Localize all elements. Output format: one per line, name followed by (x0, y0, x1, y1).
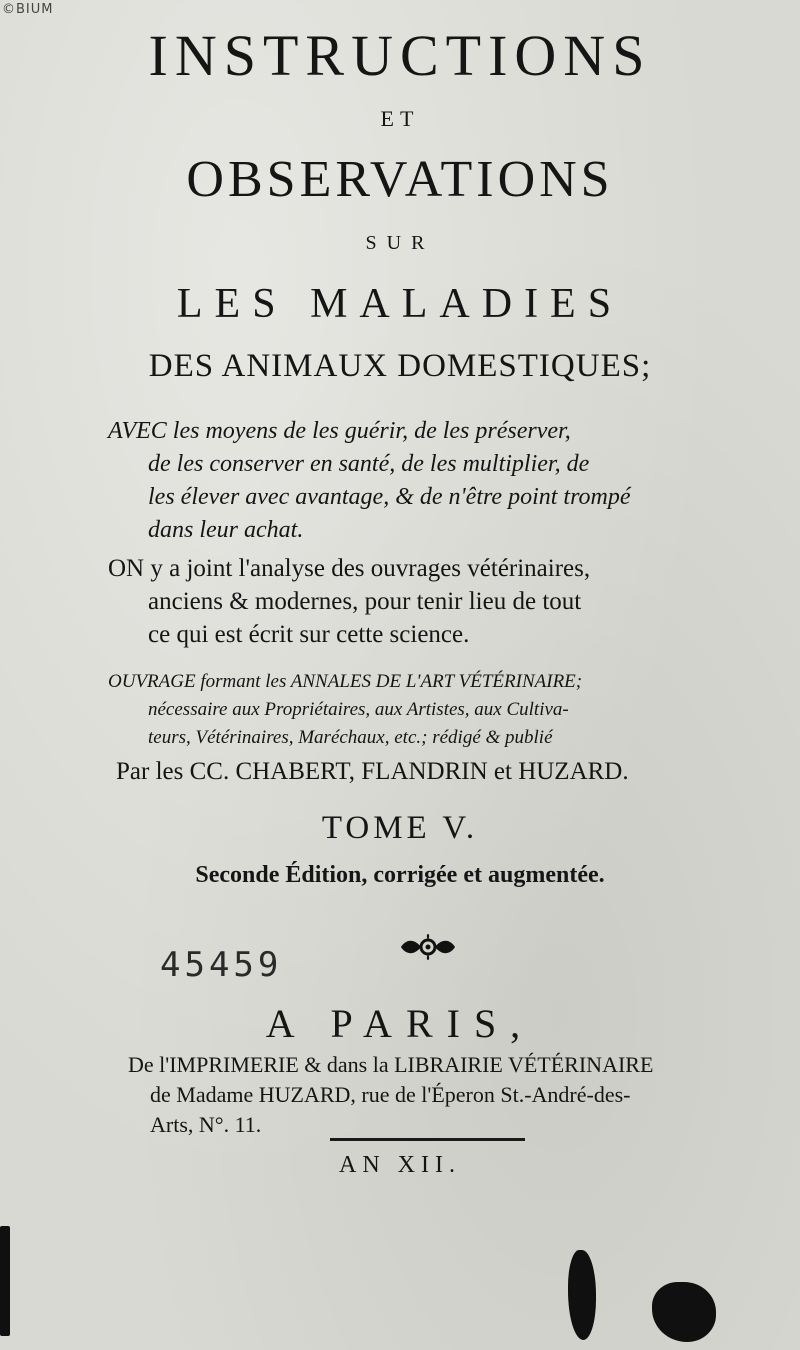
title-line-animaux: DES ANIMAUX DOMESTIQUES; (148, 348, 652, 384)
tome-number: TOME V. (321, 810, 479, 846)
fleuron-ornament-icon (398, 928, 458, 966)
description-line: anciens & modernes, pour tenir lieu de tout (148, 588, 582, 615)
authors-line: Par les CC. CHABERT, FLANDRIN et HUZARD. (116, 758, 629, 785)
ink-stain (568, 1250, 596, 1340)
description-paragraph-3 (108, 668, 748, 752)
edition-note: Seconde Édition, corrigée et augmentée. (195, 862, 605, 888)
imprint-year: AN XII. (339, 1152, 461, 1178)
description-line: ON y a joint l'analyse des ouvrages vétérinaires, (108, 555, 591, 582)
imprint-line: de Madame HUZARD, rue de l'Éperon St.-André-des- (150, 1082, 631, 1107)
title-line-observations: OBSERVATIONS (186, 151, 614, 208)
description-line: OUVRAGE formant les ANNALES DE L'ART VÉTÉRINAIRE; (108, 671, 583, 692)
imprint-divider (330, 1138, 525, 1141)
ink-stain (652, 1282, 716, 1342)
description-paragraph-1 (108, 415, 748, 547)
title-line-et: ET (380, 106, 420, 131)
description-line: teurs, Vétérinaires, Maréchaux, etc.; rédigé & publié (148, 727, 553, 748)
imprint-publisher (128, 1050, 768, 1140)
imprint-line: Arts, N°. 11. (150, 1112, 262, 1137)
description-line: ce qui est écrit sur cette science. (148, 621, 470, 648)
title-line-sur: SUR (365, 232, 435, 254)
title-line-maladies: LES MALADIES (176, 281, 624, 327)
description-line: nécessaire aux Propriétaires, aux Artistes, aux Cultiva- (148, 699, 569, 720)
description-line: AVEC les moyens de les guérir, de les préserver, (108, 418, 571, 444)
description-line: de les conserver en santé, de les multiplier, de (148, 451, 590, 477)
title-line-instructions: INSTRUCTIONS (148, 23, 652, 88)
inventory-stamp: 45459 (160, 945, 283, 985)
description-line: dans leur achat. (148, 517, 304, 543)
imprint-line: De l'IMPRIMERIE & dans la LIBRAIRIE VÉTÉRINAIRE (128, 1052, 654, 1077)
description-paragraph-2 (108, 552, 748, 651)
description-line: les élever avec avantage, & de n'être point trompé (148, 484, 631, 510)
library-watermark: ©BIUM (2, 2, 54, 17)
imprint-city: A PARIS, (265, 1001, 535, 1046)
page-edge-shadow (0, 1226, 10, 1336)
